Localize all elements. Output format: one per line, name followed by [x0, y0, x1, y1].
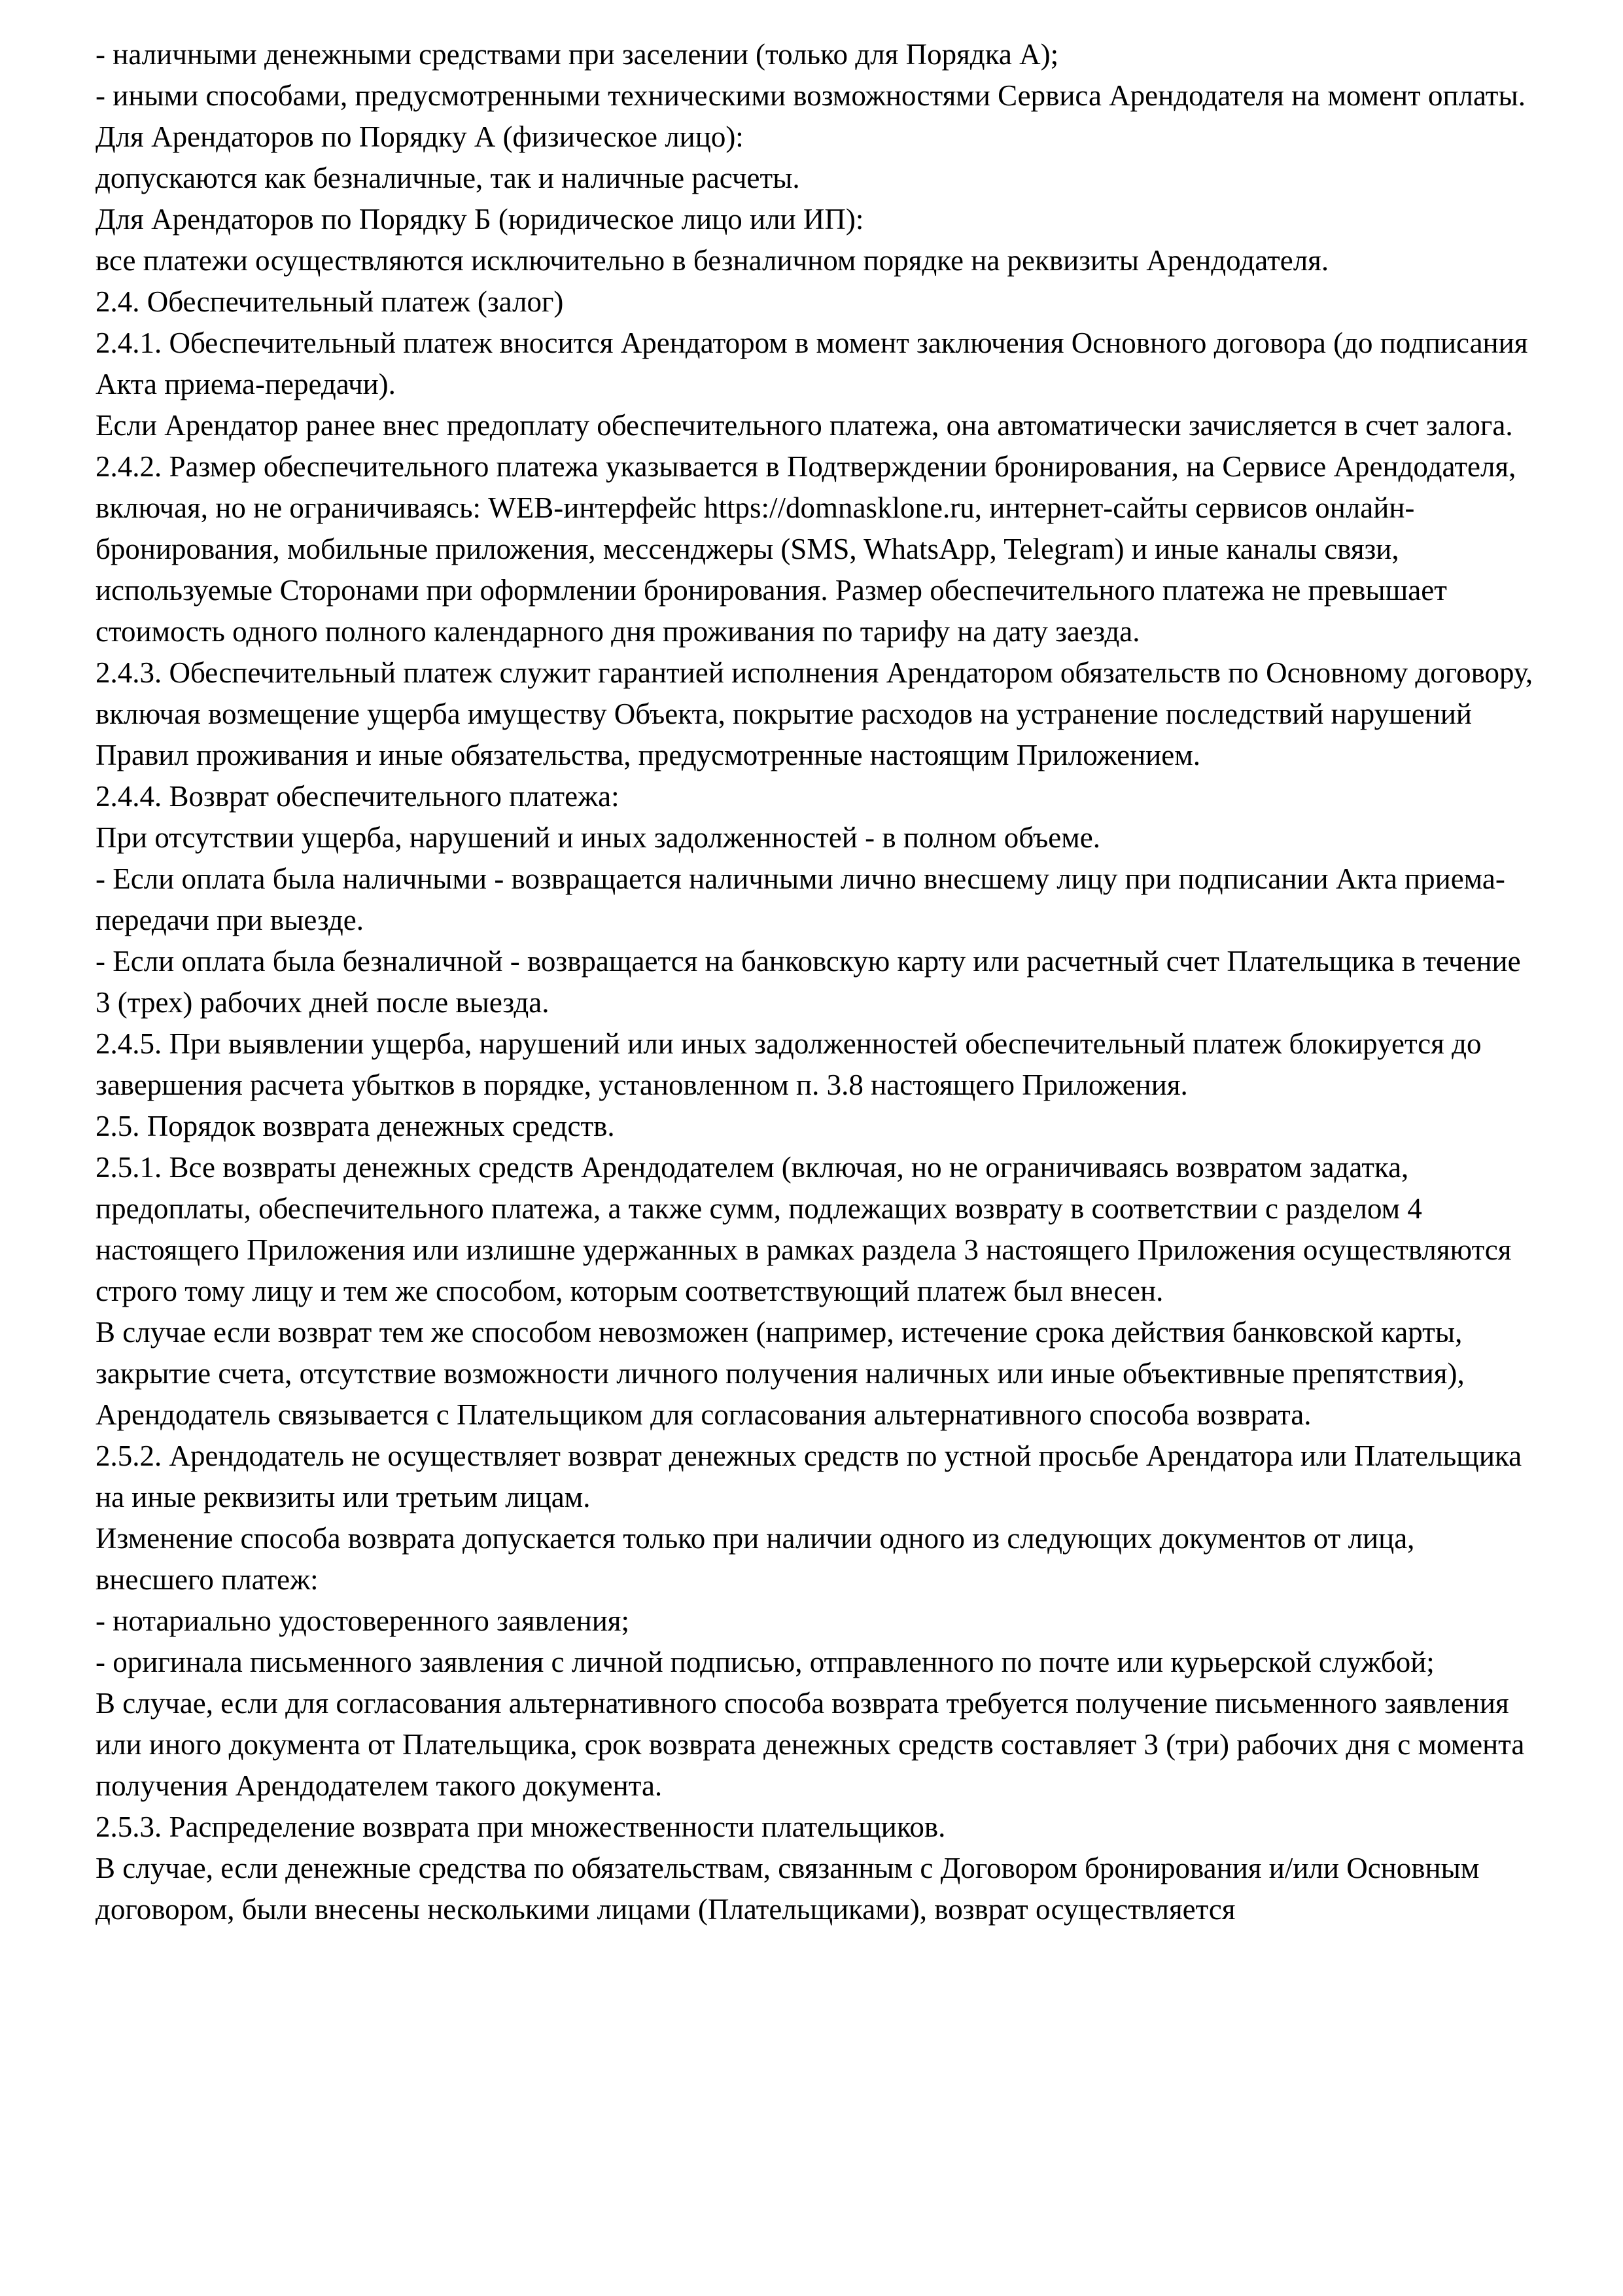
list-item-payment-cash: - наличными денежными средствами при заселении (только для Порядка А); [96, 38, 1059, 71]
clause-2-4-1: 2.4.1. Обеспечительный платеж вносится Арендатором в момент заключения Основного договора (до подписания Акта приема-передачи). [96, 327, 1528, 400]
clause-2-5-3-heading: 2.5.3. Распределение возврата при множественности плательщиков. [96, 1810, 946, 1843]
clause-2-4-3: 2.4.3. Обеспечительный платеж служит гарантией исполнения Арендатором обязательств по Основному договору, включая возмещение ущерба имуществу Объекта, покрытие расходов на устранение последствий нарушений Правил проживания и иные обязательства, предусмотренные настоящим Приложением. [96, 656, 1533, 771]
clause-2-5-1-note: В случае если возврат тем же способом невозможен (например, истечение срока действия банковской карты, закрытие счета, отсутствие возможности личного получения наличных или иные объективные препятствия), Арендодатель связывается с Плательщиком для согласования альтернативного способа возврата. [96, 1316, 1465, 1431]
clause-2-5-2-term: В случае, если для согласования альтернативного способа возврата требуется получение письменного заявления или иного документа от Плательщика, срок возврата денежных средств составляет 3 (три) рабочих дня с момента получения Арендодателем такого документа. [96, 1687, 1525, 1802]
clause-2-4-4-heading: 2.4.4. Возврат обеспечительного платежа: [96, 780, 620, 813]
list-item-notarized-statement: - нотариально удостоверенного заявления; [96, 1604, 629, 1637]
clause-2-4-4-full-refund: При отсутствии ущерба, нарушений и иных задолженностей - в полном объеме. [96, 821, 1100, 854]
list-item-original-statement: - оригинала письменного заявления с личной подписью, отправленного по почте или курьерской службой; [96, 1646, 1435, 1678]
paragraph-order-a-text: допускаются как безналичные, так и наличные расчеты. [96, 162, 800, 194]
clause-2-5-3-text: В случае, если денежные средства по обязательствам, связанным с Договором бронирования и/или Основным договором, были внесены несколькими лицами (Плательщиками), возврат осуществляется [96, 1852, 1480, 1926]
clause-2-5-heading: 2.5. Порядок возврата денежных средств. [96, 1110, 615, 1142]
clause-2-4-5: 2.4.5. При выявлении ущерба, нарушений или иных задолженностей обеспечительный платеж блокируется до завершения расчета убытков в порядке, установленном п. 3.8 настоящего Приложения. [96, 1027, 1482, 1101]
clause-2-5-2-change-method: Изменение способа возврата допускается только при наличии одного из следующих документов от лица, внесшего платеж: [96, 1522, 1415, 1596]
paragraph-order-a-heading: Для Арендаторов по Порядку А (физическое лицо): [96, 120, 744, 153]
clause-2-5-2: 2.5.2. Арендодатель не осуществляет возврат денежных средств по устной просьбе Арендатора или Плательщика на иные реквизиты или третьим лицам. [96, 1439, 1522, 1513]
list-item-payment-other: - иными способами, предусмотренными техническими возможностями Сервиса Арендодателя на момент оплаты. [96, 79, 1526, 112]
list-item-refund-cash: - Если оплата была наличными - возвращается наличными лично внесшему лицу при подписании Акта приема-передачи при выезде. [96, 862, 1505, 936]
clause-2-4-heading: 2.4. Обеспечительный платеж (залог) [96, 285, 564, 318]
paragraph-order-b-heading: Для Арендаторов по Порядку Б (юридическое лицо или ИП): [96, 203, 864, 236]
clause-2-4-1-note: Если Арендатор ранее внес предоплату обеспечительного платежа, она автоматически зачисляется в счет залога. [96, 409, 1513, 442]
list-item-refund-cashless: - Если оплата была безналичной - возвращается на банковскую карту или расчетный счет Плательщика в течение 3 (трех) рабочих дней после выезда. [96, 945, 1521, 1019]
clause-2-5-1: 2.5.1. Все возвраты денежных средств Арендодателем (включая, но не ограничиваясь возвратом задатка, предоплаты, обеспечительного платежа, а также сумм, подлежащих возврату в соответствии с разделом 4 настоящего Приложения или излишне удержанных в рамках раздела 3 настоящего Приложения осуществляются строго тому лицу и тем же способом, которым соответствующий платеж был внесен. [96, 1151, 1512, 1307]
paragraph-order-b-text: все платежи осуществляются исключительно в безналичном порядке на реквизиты Арендодателя. [96, 244, 1329, 277]
document-body [96, 34, 1539, 1930]
clause-2-4-2: 2.4.2. Размер обеспечительного платежа указывается в Подтверждении бронирования, на Сервисе Арендодателя, включая, но не ограничиваясь: WEB-интерфейс https://domnasklone.ru, интернет-сайты сервисов онлайн-бронирования, мобильные приложения, мессенджеры (SMS, WhatsApp, Telegram) и иные каналы связи, используемые Сторонами при оформлении бронирования. Размер обеспечительного платежа не превышает стоимость одного полного календарного дня проживания по тарифу на дату заезда. [96, 450, 1516, 648]
